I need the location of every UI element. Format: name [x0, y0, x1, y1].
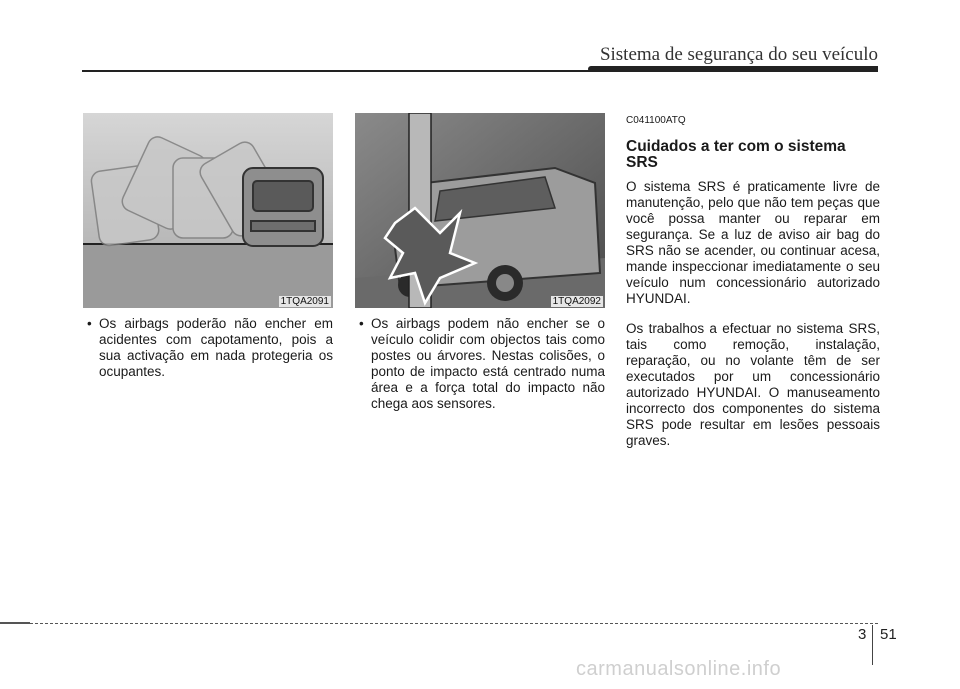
- header-rule: [82, 70, 878, 72]
- figure-pole-impact: [355, 113, 605, 308]
- figure-rollover: [83, 113, 333, 308]
- column-right: [626, 113, 880, 463]
- section-code: C041100ATQ: [626, 115, 686, 126]
- page-header-title: Sistema de segurança do seu veículo: [599, 44, 878, 65]
- footer-rule-accent: [0, 622, 30, 624]
- page-number: 51: [880, 626, 897, 643]
- watermark: carmanualsonline.info: [576, 658, 782, 680]
- bullet-pole-impact: • Os airbags podem não encher se o veículo colidir com objectos tais como postes ou árvores. Nestas colisões, o ponto de impacto está centrado numa área e a força total do impacto não chega aos sensores.: [355, 316, 605, 412]
- pole-impact-car-illustration: [355, 113, 605, 308]
- bullet-rollover: • Os airbags poderão não encher em acidentes com capotamento, pois a sua activação em nada protegeria os ocupantes.: [83, 316, 333, 380]
- column-left: [83, 316, 333, 380]
- paragraph-work: Os trabalhos a efectuar no sistema SRS, tais como remoção, instalação, reparação, ou no volante têm de ser executados por um concessionário autorizado HYUNDAI. O manuseamento incorrecto dos componentes do sistema SRS pode resultar em lesões pessoais graves.: [626, 321, 880, 448]
- paragraph-maintenance: O sistema SRS é praticamente livre de manutenção, pelo que não tem peças que você possa manter ou reparar em segurança. Se a luz de aviso air bag do SRS não se acender, ou continuar acesa, mande inspeccionar imediatamente o seu veículo num concessionário autorizado HYUNDAI.: [626, 179, 880, 306]
- section-heading: Cuidados a ter com o sistema SRS: [626, 138, 846, 171]
- column-middle: [355, 316, 605, 412]
- figure-label: 1TQA2092: [552, 296, 601, 307]
- rollover-car-illustration: [83, 113, 333, 308]
- page-number-separator: [872, 625, 873, 665]
- section-number: 3: [858, 626, 867, 643]
- figure-label: 1TQA2091: [280, 296, 329, 307]
- footer-rule: [0, 623, 878, 624]
